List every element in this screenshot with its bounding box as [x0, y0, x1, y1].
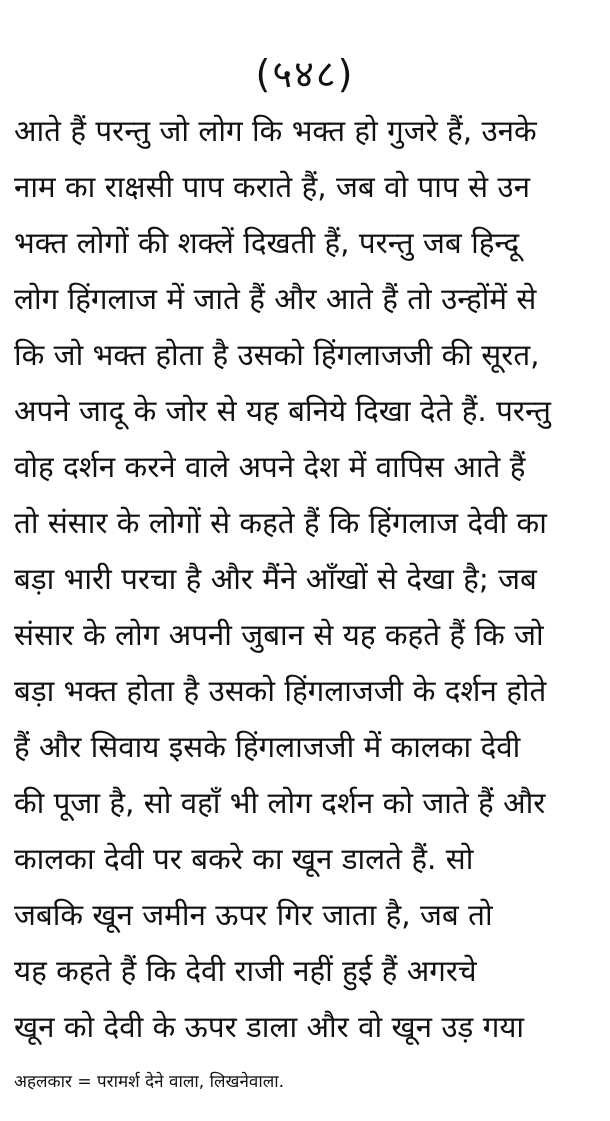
text-line: आते हैं परन्तु जो लोग कि भक्त हो गुजरे हैं, उनके — [14, 114, 537, 148]
text-line: बड़ा भारी परचा है और मैंने आँखों से देखा है; जब — [14, 562, 537, 596]
text-line: नाम का राक्षसी पाप कराते हैं, जब वो पाप से उन — [14, 170, 530, 204]
text-line: बड़ा भक्त होता है उसको हिंगलाजजी के दर्शन होते — [14, 674, 547, 708]
footnote: अहलकार = परामर्श देने वाला, लिखनेवाला. — [14, 1072, 285, 1092]
text-line: कालका देवी पर बकरे का खून डालते हैं. सो — [14, 842, 474, 876]
text-line: भक्त लोगों की शक्लें दिखती हैं, परन्तु जब हिन्दू — [14, 226, 520, 260]
text-line: अपने जादू के जोर से यह बनिये दिखा देते हैं. परन्तु — [14, 394, 551, 428]
text-line: संसार के लोग अपनी जुबान से यह कहते हैं कि जो — [14, 618, 544, 652]
text-line: लोग हिंगलाज में जाते हैं और आते हैं तो उन्होंमें से — [14, 282, 537, 316]
text-line: हैं और सिवाय इसके हिंगलाजजी में कालका देवी — [14, 730, 521, 764]
text-line: यह कहते हैं कि देवी राजी नहीं हुई हैं अगरचे — [14, 954, 477, 988]
text-line: वोह दर्शन करने वाले अपने देश में वापिस आते हैं — [14, 450, 526, 484]
text-line: की पूजा है, सो वहाँ भी लोग दर्शन को जाते हैं और — [14, 786, 546, 820]
text-line: कि जो भक्त होता है उसको हिंगलाजजी की सूरत, — [14, 338, 540, 372]
text-line: तो संसार के लोगों से कहते हैं कि हिंगलाज देवी का — [14, 506, 547, 540]
text-line: जबकि खून जमीन ऊपर गिर जाता है, जब तो — [14, 898, 493, 932]
page-number: (५४८) — [255, 52, 355, 96]
text-line: खून को देवी के ऊपर डाला और वो खून उड़ गया — [14, 1010, 525, 1044]
